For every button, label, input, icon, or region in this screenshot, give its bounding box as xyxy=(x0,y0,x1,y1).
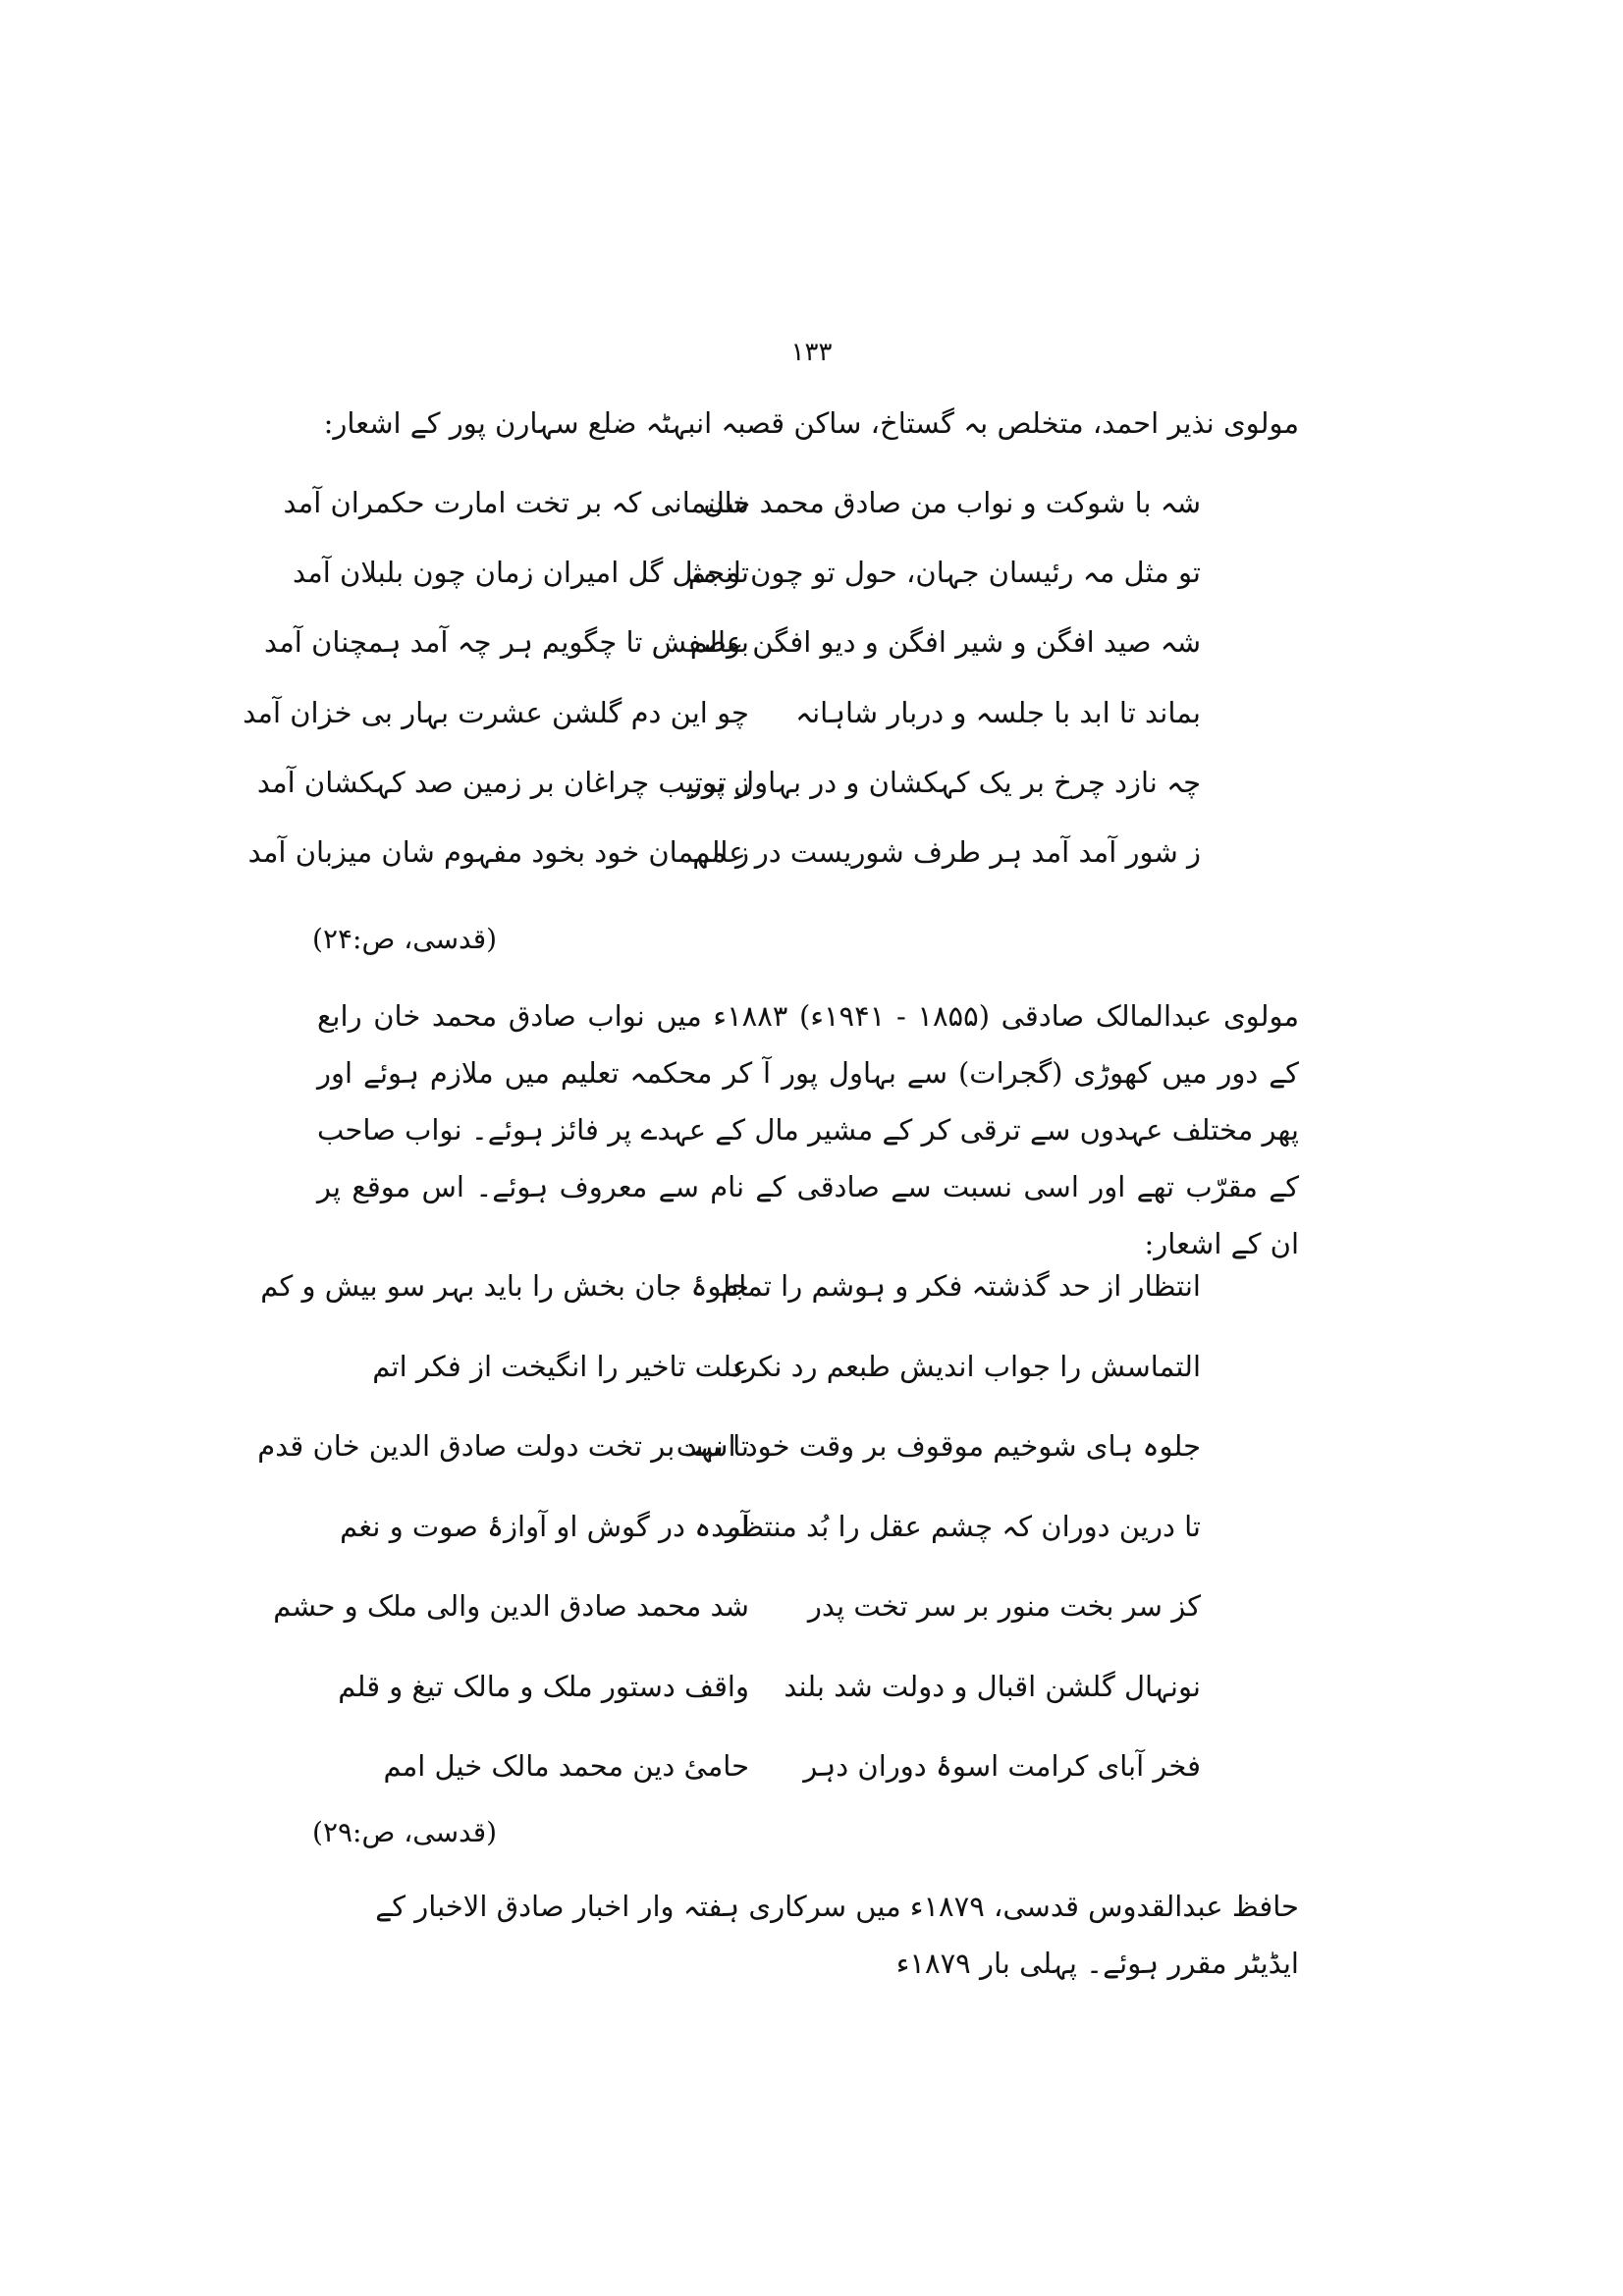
hemistich-first: انتظار از حد گذشتہ فکر و ہوشم را تمام xyxy=(721,1269,1201,1303)
intro-line: مولوی نذیر احمد، متخلص بہ گستاخ، ساکن قصبہ انبہٹہ ضلع سہارن پور کے اشعار: xyxy=(323,406,1299,440)
poem2-verse xyxy=(0,1736,1623,1795)
hemistich-first: ز شور آمد آمد ہر طرف شوریست در عالم xyxy=(692,835,1201,869)
poem2-verse xyxy=(0,1337,1623,1396)
hemistich-second: واقف دستور ملک و مالک تیغ و قلم xyxy=(338,1670,749,1703)
hemistich-second: بوصفش تا چگویم ہر چہ آمد ہمچنان آمد xyxy=(264,625,749,659)
hemistich-second: شد محمد صادق الدین والی ملک و حشم xyxy=(273,1589,749,1623)
hemistich-first: نونہال گلشن اقبال و دولت شد بلند xyxy=(784,1670,1201,1703)
citation: (قدسی، ص:۲۹) xyxy=(312,1816,498,1848)
hemistich-first: التماسش را جواب اندیش طبعم رد نکرد xyxy=(730,1350,1201,1383)
hemistich-second: آمدہ در گوش او آوازۂ صوت و نغم xyxy=(340,1510,749,1543)
hemistich-first: تو مثل مہ رئیسان جہان، حول تو چون انجم xyxy=(687,556,1201,589)
hemistich-second: تا نہد بر تخت دولت صادق الدین خان قدم xyxy=(257,1429,749,1463)
hemistich-second: سلیمانی کہ بر تخت امارت حکمران آمد xyxy=(283,486,749,519)
closing-line: حافظ عبدالقدوس قدسی، ۱۸۷۹ء میں سرکاری ہفتہ وار اخبار صادق الاخبار کے ایڈیٹر مقرر ہوئے۔ پہلی بار ۱۸۷۹ء xyxy=(375,1890,1299,1980)
hemistich-second: ز ترتیب چراغان بر زمین صد کہکشان آمد xyxy=(256,766,749,799)
hemistich-first: جلوہ ہای شوخیم موقوف بر وقت خود است xyxy=(676,1429,1201,1463)
poem2-verse xyxy=(0,1416,1623,1475)
hemistich-second: ز مہمان خود بخود مفہوم شان میزبان آمد xyxy=(247,835,749,869)
hemistich-first: چہ نازد چرخ بر یک کہکشان و در بہاول پور xyxy=(687,766,1201,799)
citation: (قدسی، ص:۲۴) xyxy=(312,923,498,955)
hemistich-second: علت تاخیر را انگیخت از فکر اتم xyxy=(372,1350,749,1383)
poem1-verse xyxy=(0,823,1623,881)
hemistich-second: حامیٔ دین محمد مالک خیل امم xyxy=(383,1749,749,1783)
poem1-verse xyxy=(0,543,1623,602)
page-number: ۱۳۳ xyxy=(790,338,833,367)
poem1-verse xyxy=(0,473,1623,532)
hemistich-second: تو مثل گل امیران زمان چون بلبلان آمد xyxy=(292,556,749,589)
hemistich-second: جلوۂ جان بخش را باید بہر سو بیش و کم xyxy=(260,1269,749,1303)
hemistich-second: چو این دم گلشن عشرت بہار بی خزان آمد xyxy=(243,696,749,729)
poem1-verse xyxy=(0,753,1623,812)
hemistich-first: تا درین دوران کہ چشم عقل را بُد منتظر xyxy=(725,1510,1201,1543)
poem1-verse xyxy=(0,683,1623,742)
poem2-verse xyxy=(0,1657,1623,1716)
paragraph: مولوی عبدالمالک صادقی (۱۸۵۵ - ۱۹۴۱ء) ۱۸۸۳ء میں نواب صادق محمد خان رابع کے دور میں کھوڑی (گجرات) سے بہاول پور آ کر محکمہ تعلیم میں ملازم ہوئے اور پھر مختلف عہدوں سے ترقی کر کے مشیر مال کے عہدے پر فائز ہوئے۔ نواب صاحب کے مقرّب تھے اور اسی نسبت سے صادقی کے نام سے معروف ہوئے۔ اس موقع پر ان کے اشعار: xyxy=(317,999,1299,1260)
poem2-verse xyxy=(0,1497,1623,1556)
poem1-verse xyxy=(0,613,1623,671)
hemistich-first: کز سر بخت منور بر سر تخت پدر xyxy=(807,1589,1201,1623)
poem2-verse xyxy=(0,1576,1623,1635)
hemistich-first: شہ صید افگن و شیر افگن و دیو افگن عالم xyxy=(689,625,1201,659)
hemistich-first: شہ با شوکت و نواب من صادق محمد خان xyxy=(703,486,1201,519)
hemistich-first: بماند تا ابد با جلسہ و دربار شاہانہ xyxy=(795,696,1201,729)
poem2-verse xyxy=(0,1256,1623,1315)
hemistich-first: فخر آبای کرامت اسوۂ دوران دہر xyxy=(803,1749,1201,1783)
